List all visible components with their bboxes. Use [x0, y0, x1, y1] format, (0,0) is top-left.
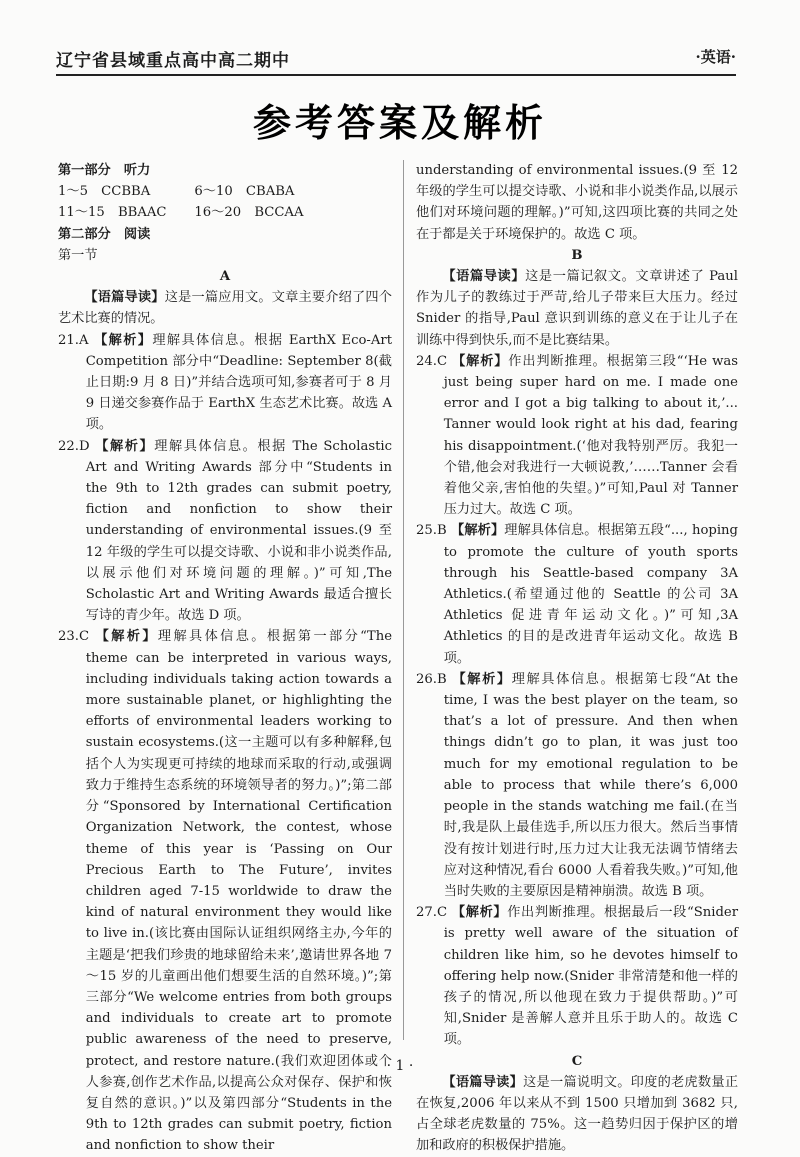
section-a-guide: 【语篇导读】这是一篇应用文。文章主要介绍了四个艺术比赛的情况。: [58, 290, 392, 327]
page-header: [56, 40, 736, 76]
answer-q23: 23.C 【解析】理解具体信息。根据第一部分“The theme can be interpreted in various ways, including individuals taking action towards a more sustainable planet, or highlighting the efforts of environmental leaders working to sustain ecosystems.(这一主题可以有多种解释,包括个人为实现更可持续的地球而采取的行动,或强调致力于维持生态系统的环境领导者的努力。)”;第二部分“Sponsored by International Certification Organization Network, the contest, whose theme of this year is ‘Passing on Our Precious Earth to The Future’, invites children aged 7-15 worldwide to draw the kind of natural environment they would like to live in.(该比赛由国际认证组织网络主办,今年的主题是‘把我们珍贵的地球留给未来’,邀请世界各地 7～15 岁的儿童画出他们想要生活的自然环境。)”;第三部分“We welcome entries from both groups and individuals to create art to promote public awareness of the need to preserve, protect, and restore nature.(我们欢迎团体或个人参赛,创作艺术作品,以提高公众对保存、保护和恢复自然的意识。)”以及第四部分“Students in the 9th to 12th grades can submit poetry, fiction and nonfiction to show their: [58, 629, 393, 1154]
answer-value: BBAAC: [117, 205, 167, 221]
answer-q27: 27.C 【解析】作出判断推理。根据最后一段“Snider is pretty well aware of the situation of children like him, so he devotes himself to offering help now.(Snider 非常清楚和他一样的孩子的情况,所以他现在致力于提供帮助。)”可知,Snider 是善解人意并且乐于助人的。故选 C 项。: [416, 905, 739, 1048]
section-c-label: C: [571, 1053, 583, 1069]
left-column: [58, 160, 393, 1154]
part2-heading: 第二部分 阅读: [58, 226, 151, 242]
column-divider: [403, 160, 404, 1040]
section-c-guide: 【语篇导读】这是一篇说明文。印度的老虎数量正在恢复,2006 年以来从不到 1500 只增加到 3682 只,占全球老虎数量的 75%。这一趋势归因于保护区的增加和政府的积极保护措施。: [416, 1074, 739, 1154]
answer-range: 1～5: [58, 184, 88, 200]
answer-value: CBABA: [245, 184, 295, 200]
answer-q23-continued: understanding of environmental issues.(9 至 12 年级的学生可以提交诗歌、小说和非小说类作品,以展示他们对环境问题的理解。)”可知,这四项比赛的共同之处在于都是关于环境保护的。故选 C 项。: [416, 163, 738, 242]
answer-value: CCBBA: [101, 184, 151, 200]
page-number: · 1 ·: [386, 1058, 414, 1074]
part1-heading: 第一部分 听力: [58, 163, 151, 178]
answer-row: [58, 181, 392, 202]
answer-range: 6～10: [194, 184, 233, 200]
exam-title: 辽宁省县域重点高中高二期中: [56, 51, 290, 71]
answer-q26: 26.B 【解析】理解具体信息。根据第七段“At the time, I was the best player on the team, so that’s a lot of pressure. And then when things didn’t go to plan, it was just too much for my emotional regulation to be able to process that while there’s 6,000 people in the stands watching me fail.(在当时,我是队上最佳选手,所以压力很大。然后当事情没有按计划进行时,压力过大让我无法调节情绪去应对这种情况,看台 6000 人看着我失败。)”可知,他当时失败的主要原因是精神崩溃。故选 B 项。: [416, 671, 739, 899]
answer-q22: 22.D 【解析】理解具体信息。根据 The Scholastic Art and Writing Awards 部分中“Students in the 9th to 12th grades can submit poetry, fiction and nonfiction to show their understanding of environmental issues.(9 至 12 年级的学生可以提交诗歌、小说和非小说类作品,以展示他们对环境问题的理解。)”可知,The Scholastic Art and Writing Awards 最适合擅长写诗的青少年。故选 D 项。: [58, 438, 392, 624]
section-a-label: A: [219, 269, 231, 285]
right-column: [416, 160, 739, 1154]
part2-subsection: 第一节: [58, 247, 98, 263]
answer-q24: 24.C 【解析】作出判断推理。根据第三段“‘He was just being super hard on me. I made one error and I got a big talking to about it,’... Tanner would look right at his dad, fearing his disappointment.(‘他对我特别严厉。我犯一个错,他会对我进行一大顿说教,’……Tanner 会看着他父亲,害怕他的失望。)”可知,Paul 对 Tanner 压力过大。故选 C 项。: [416, 353, 738, 518]
answer-value: BCCAA: [254, 205, 304, 221]
answer-q25: 25.B 【解析】理解具体信息。根据第五段“..., hoping to promote the culture of youth sports through his Seattle-based company 3A Athletics.(希望通过他的 Seattle 的公司 3A Athletics 促进青年运动文化。)”可知,3A Athletics 的目的是改进青年运动文化。故选 B 项。: [416, 523, 738, 666]
section-b-guide: 【语篇导读】这是一篇记叙文。文章讲述了 Paul 作为儿子的教练过于严苛,给儿子带来巨大压力。经过 Snider 的指导,Paul 意识到训练的意义在于让儿子在训练中得到快乐,而不是比赛结果。: [416, 269, 739, 348]
answer-range: 16～20: [194, 205, 242, 221]
answer-q21: 21.A 【解析】理解具体信息。根据 EarthX Eco-Art Competition 部分中“Deadline: September 8(截止日期:9 月 8 日)”并结合选项可知,参赛者可于 8 月 9 日递交参赛作品于 EarthX 生态艺术比赛。故选 A 项。: [58, 332, 393, 433]
subject-label: ·英语·: [695, 48, 736, 66]
section-b-label: B: [571, 247, 583, 263]
answer-row: [58, 202, 392, 223]
answer-range: 11～15: [58, 205, 105, 221]
document-title: 参考答案及解析: [252, 101, 547, 145]
